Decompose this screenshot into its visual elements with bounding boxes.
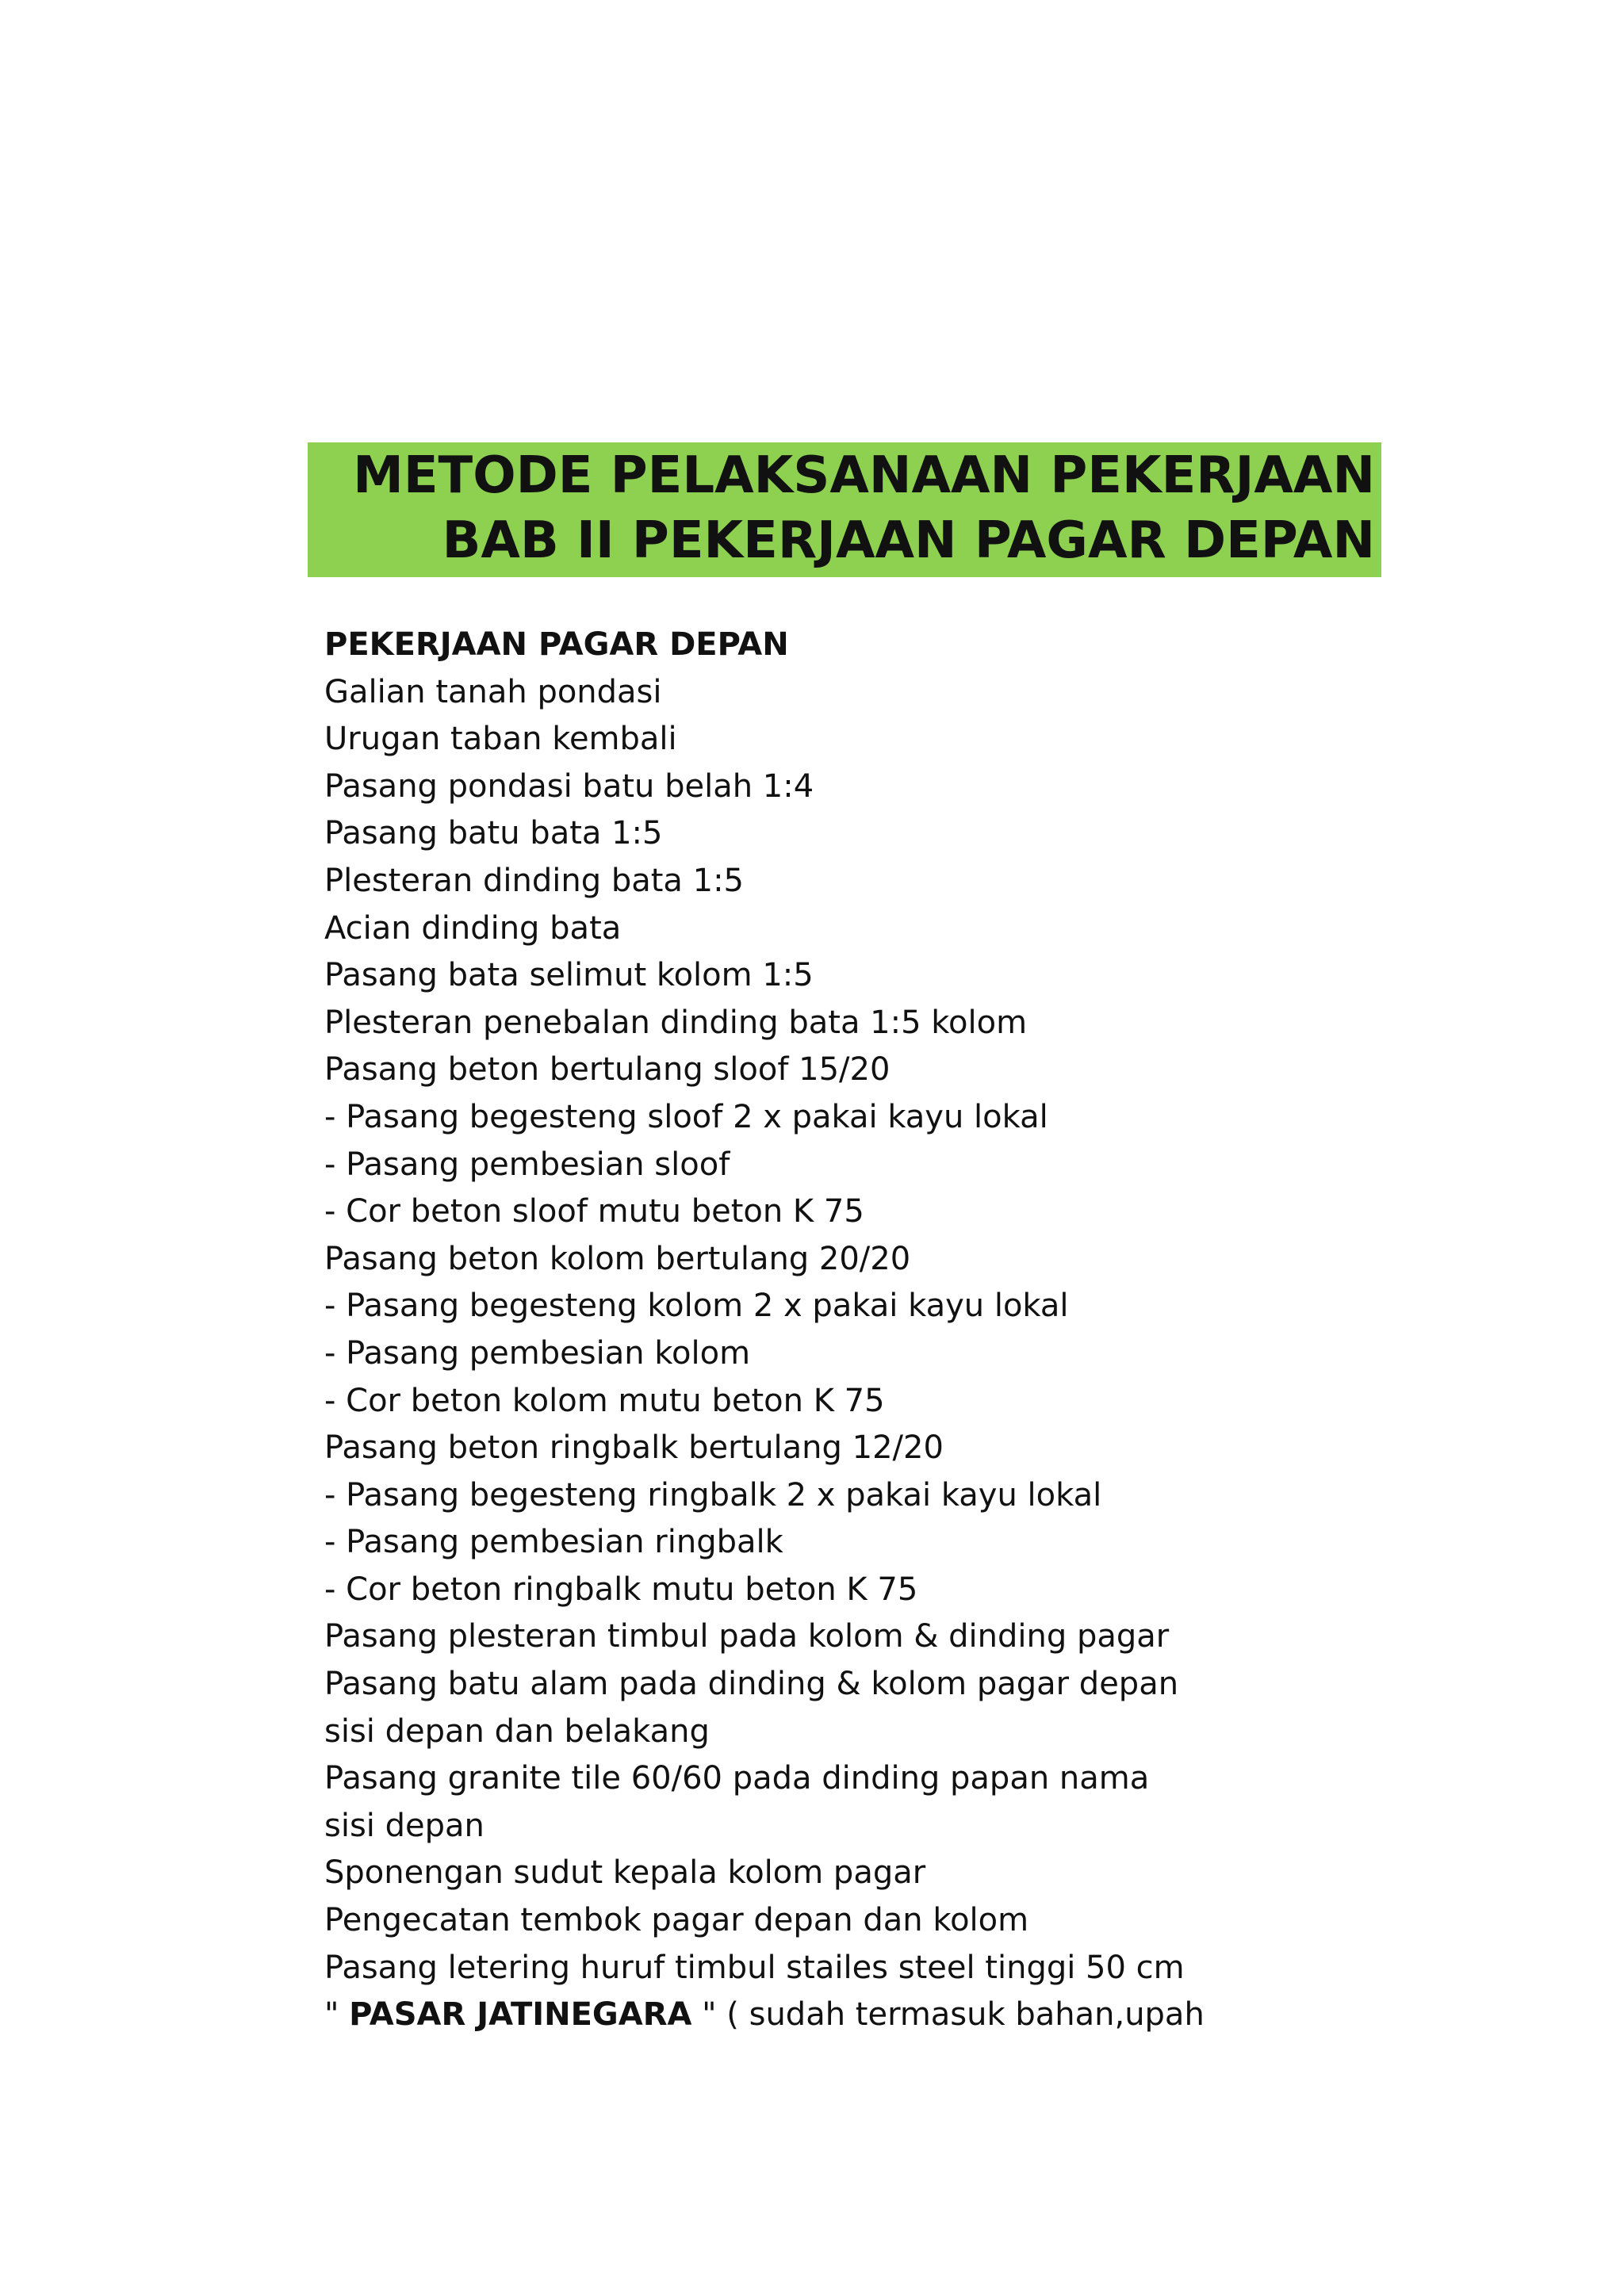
work-item: Pasang pondasi batu belah 1:4: [324, 767, 814, 805]
work-item: Acian dinding bata: [324, 909, 622, 947]
work-item: Plesteran dinding bata 1:5: [324, 862, 745, 899]
work-item-list: [324, 622, 1514, 2039]
work-item: - Pasang pembesian sloof: [324, 1146, 730, 1183]
work-item: Pasang batu bata 1:5: [324, 815, 663, 852]
work-item: Pasang plesteran timbul pada kolom & dinding pagar: [324, 1618, 1170, 1655]
final-line: [324, 1992, 1514, 2039]
chapter-title: BAB II PEKERJAAN PAGAR DEPAN: [442, 511, 1375, 570]
work-item: Pasang beton kolom bertulang 20/20: [324, 1240, 911, 1277]
work-item: - Pasang pembesian ringbalk: [324, 1524, 783, 1561]
work-item: Pengecatan tembok pagar depan dan kolom: [324, 1902, 1029, 1939]
project-name: PASAR JATINEGARA: [349, 1996, 692, 2034]
items-container: [324, 669, 1514, 1992]
work-item: Plesteran penebalan dinding bata 1:5 kolom: [324, 1004, 1028, 1041]
title-banner: [308, 442, 1381, 577]
section-heading: PEKERJAAN PAGAR DEPAN: [324, 626, 789, 663]
final-line-suffix: " ( sudah termasuk bahan,upah: [691, 1996, 1205, 2034]
work-item: Pasang bata selimut kolom 1:5: [324, 957, 814, 994]
work-item: - Cor beton sloof mutu beton K 75: [324, 1193, 864, 1230]
work-item: - Pasang begesteng ringbalk 2 x pakai kayu lokal: [324, 1476, 1102, 1513]
work-item: sisi depan: [324, 1807, 485, 1844]
work-item: Pasang beton bertulang sloof 15/20: [324, 1051, 891, 1089]
work-item: - Pasang begesteng kolom 2 x pakai kayu lokal: [324, 1288, 1069, 1325]
work-item: Pasang beton ringbalk bertulang 12/20: [324, 1429, 944, 1467]
work-item: - Cor beton ringbalk mutu beton K 75: [324, 1571, 918, 1608]
document-title: METODE PELAKSANAAN PEKERJAAN: [353, 446, 1375, 505]
work-item: Galian tanah pondasi: [324, 673, 662, 710]
work-item: Pasang batu alam pada dinding & kolom pagar depan: [324, 1666, 1179, 1703]
work-item: Pasang granite tile 60/60 pada dinding papan nama: [324, 1760, 1150, 1797]
work-item: - Cor beton kolom mutu beton K 75: [324, 1382, 885, 1419]
work-item: Sponengan sudut kepala kolom pagar: [324, 1854, 926, 1892]
work-item: - Pasang begesteng sloof 2 x pakai kayu lokal: [324, 1098, 1048, 1135]
final-line-prefix: ": [324, 1996, 350, 2034]
work-item: sisi depan dan belakang: [324, 1712, 710, 1750]
work-item: Pasang letering huruf timbul stailes steel tinggi 50 cm: [324, 1949, 1185, 1986]
work-item: - Pasang pembesian kolom: [324, 1334, 751, 1372]
work-item: Urugan taban kembali: [324, 721, 677, 758]
